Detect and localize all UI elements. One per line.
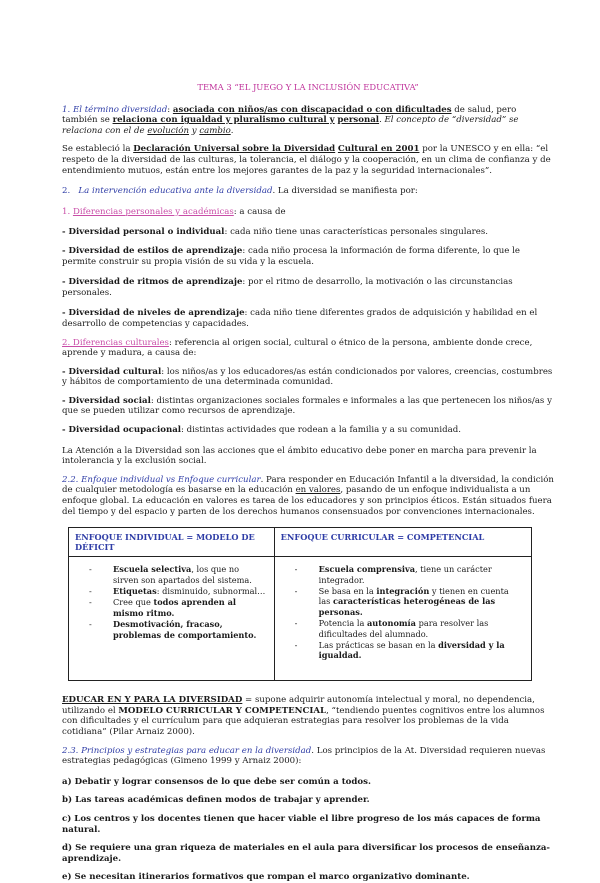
list-item-text: Potencia la: [318, 618, 367, 629]
educar-text-d: , “tendiendo puentes cognitivos entre los alumnos con dificultades y el currículum para que adquieran estrategias para resolver los problemas de la vida cotidiana” (Pilar Arnaiz 2000).: [62, 705, 545, 737]
cultural-item: [62, 367, 554, 388]
section-2-2-text-a: . Para responder en Educación Infantil a la diversidad, la condición de cualquier metodología es basarse en la educación: [62, 474, 554, 496]
sub-1-rest: : a causa de: [233, 206, 286, 217]
section-2-2-text-c: , pasando de un enfoque individualista a un enfoque global. La educación en valores es tarea de los educadores y son principios éticos. Están situados fuera del tiempo y del espacio y parten de los derechos humanos consensuados por convenciones internacionales.: [62, 485, 552, 517]
list-item-bold: Desmotivación, fracaso, problemas de comportamiento.: [113, 619, 257, 640]
en-valores: en valores: [295, 485, 341, 496]
declaration-title: Declaración Universal sobre la Diversidad: [133, 144, 336, 155]
section-2-heading: La intervención educativa ante la diversidad: [78, 186, 273, 197]
personal-item-text: : cada niño tiene unas características personales singulares.: [224, 227, 488, 238]
section-1-ital-g: y: [189, 125, 200, 136]
personal-item: [62, 308, 554, 329]
section-2-2-paragraph: [62, 475, 554, 517]
list-item-text: , los que no sirven son apartados del sistema.: [113, 564, 252, 585]
atencion-paragraph: La Atención a la Diversidad son las acciones que el ámbito educativo debe poner en marcha para prevenir la intolerancia y la exclusión social.: [62, 445, 537, 467]
personal-item-text: : cada niño tiene diferentes grados de adquisición y habilidad en el desarrollo de competencias y capacidades.: [62, 308, 538, 329]
list-item-bold: diversidad y la igualdad.: [318, 640, 505, 661]
cultural-item-term: - Diversidad ocupacional: [62, 425, 182, 436]
document-title: TEMA 3 “EL JUEGO Y LA INCLUSIÓN EDUCATIVA”: [197, 82, 419, 92]
sub-1-label: Diferencias personales y académicas: [72, 206, 234, 217]
list-item-text: Las prácticas se basan en la: [318, 640, 439, 651]
personal-item-term: - Diversidad de niveles de aprendizaje: [62, 308, 245, 319]
section-2-3-rest: . Los principios de la At. Diversidad requieren nuevas estrategias pedagógicas (Gimeno 1999 y Arnaiz 2000):: [62, 745, 546, 767]
list-item-bold: Etiquetas: [113, 586, 157, 597]
personal-item-text: : por el ritmo de desarrollo, la motivación o las circunstancias personales.: [62, 277, 513, 298]
educar-heading: EDUCAR EN Y PARA LA DIVERSIDAD: [62, 695, 243, 706]
section-1-heading: El término diversidad: [72, 104, 168, 115]
personal-item-term: - Diversidad de estilos de aprendizaje: [62, 245, 243, 256]
list-item: [289, 640, 523, 661]
list-item-text: : disminuido, subnormal…: [156, 586, 266, 597]
educar-paragraph: [62, 695, 554, 737]
principles-list: [62, 777, 554, 883]
list-item-text: , tiene un carácter integrador.: [318, 564, 492, 585]
section-1-paragraph: [62, 105, 554, 137]
list-item-bold: Escuela comprensiva: [318, 564, 416, 575]
personal-item-text: : cada niño procesa la información de forma diferente, lo que le permite construir su propia visión de su vida y la escuela.: [62, 245, 520, 267]
comparison-table: [68, 527, 532, 681]
list-item-text: para resolver las dificultades del alumnado.: [318, 618, 489, 639]
list-item: [289, 564, 523, 585]
cultural-item-text: : distintas organizaciones sociales formales e informales a las que pertenecen los niños/as y que se pueden utilizar como recursos de aprendizaje.: [62, 395, 552, 417]
section-2-3-paragraph: [62, 746, 554, 767]
list-item-bold: características heterogéneas de las personas.: [318, 596, 496, 617]
personal-item-term: - Diversidad personal o individual: [62, 227, 225, 238]
section-1-plain-b: de salud, pero también se: [62, 104, 517, 126]
section-1-number: 1.: [62, 104, 71, 115]
personal-item: [62, 227, 554, 238]
list-item-bold: integración: [376, 586, 430, 597]
cultural-item: [62, 425, 554, 436]
personal-item: [62, 277, 554, 298]
cultural-item-term: - Diversidad cultural: [62, 366, 162, 377]
sub-1-paragraph: [62, 207, 554, 218]
personal-item: [62, 246, 554, 267]
section-1-ital-i: .: [230, 125, 234, 136]
section-1-cambio: cambio: [199, 125, 231, 136]
section-1-bold-d: personal: [337, 115, 380, 126]
table-cell-curricular: [274, 557, 531, 681]
declaration-text: por la UNESCO y en ella: “el respeto de la diversidad de las culturas, la tolerancia, el diálogo y la cooperación, en un clima de confianza y de entendimiento mutuos, están entre los mejores garantes de la paz y la seguridad internacionales”.: [62, 144, 551, 176]
cultural-item-text: : los niños/as y los educadores/as están condicionados por valores, creencias, costumbres y hábitos de comportamiento de una determinada comunidad.: [62, 366, 553, 388]
section-2-2-heading: 2.2. Enfoque individual vs Enfoque curricular: [62, 474, 261, 485]
list-item: [83, 597, 266, 618]
cultural-item: [62, 396, 554, 417]
list-item: [83, 564, 266, 585]
section-1-evolucion: evolución: [147, 125, 190, 136]
list-item-text: y tienen en cuenta las: [318, 586, 509, 607]
section-2-paragraph: [62, 186, 554, 197]
cultural-item-term: - Diversidad social: [62, 395, 151, 406]
sub-1-number: 1.: [62, 206, 71, 217]
section-2-3-heading: 2.3. Principios y estrategias para educar en la diversidad: [62, 745, 312, 756]
table-cell-individual: [69, 557, 275, 681]
principle-item: c) Los centros y los docentes tienen que hacer viable el libre progreso de los más capaces de forma natural.: [62, 813, 541, 835]
list-item: [83, 586, 266, 596]
list-item: [289, 586, 523, 617]
table-header-curricular: ENFOQUE CURRICULAR = COMPETENCIAL: [274, 528, 531, 557]
educar-text-b: = supone adquirir autonomía intelectual y moral, no dependencia, utilizando el: [62, 695, 535, 716]
principle-item: b) Las tareas académicas definen modos de trabajar y aprender.: [62, 795, 370, 806]
sub-2-paragraph: [62, 338, 554, 359]
section-1-bold-c: relaciona con igualdad y pluralismo cultural y: [112, 115, 335, 126]
principle-item: a) Debatir y lograr consensos de lo que debe ser común a todos.: [62, 776, 371, 787]
sub-2-label: 2. Diferencias culturales: [62, 337, 169, 348]
sub-2-rest: : referencia al origen social, cultural o étnico de la persona, ambiente donde crece, aprende y madura, a causa de:: [62, 337, 533, 359]
list-item-bold: autonomía: [366, 618, 416, 629]
principle-item: e) Se necesitan itinerarios formativos que rompan el marco organizativo dominante.: [62, 872, 470, 883]
modelo-curricular: MODELO CURRICULAR Y COMPETENCIAL: [118, 705, 327, 716]
principle-item: d) Se requiere una gran riqueza de materiales en el aula para diversificar los procesos de enseñanza-aprendizaje.: [62, 843, 550, 864]
declaration-year: Cultural en 2001: [337, 144, 420, 155]
cultural-item-text: : distintas actividades que rodean a la familia y a su comunidad.: [181, 425, 461, 436]
section-2-number: 2.: [62, 186, 71, 197]
personal-item-term: - Diversidad de ritmos de aprendizaje: [62, 277, 243, 288]
section-2-rest: . La diversidad se manifiesta por:: [272, 186, 418, 197]
list-item-text: Cree que: [113, 597, 154, 608]
section-1-ital-e: . El concepto de “diversidad” se relaciona con el de: [62, 115, 519, 136]
list-item-bold: Escuela selectiva: [113, 564, 192, 575]
declaration-intro: Se estableció la: [62, 144, 134, 155]
section-1-bold-a: asociada con niños/as con discapacidad o con dificultades: [172, 104, 452, 115]
list-item-bold: todos aprenden al mismo ritmo.: [113, 597, 236, 618]
section-1-colon: :: [167, 104, 171, 115]
list-item: [83, 619, 266, 640]
list-item-text: Se basa en la: [318, 586, 377, 597]
table-header-individual: ENFOQUE INDIVIDUAL = MODELO DE DÉFICIT: [69, 528, 275, 557]
declaration-paragraph: [62, 144, 554, 176]
list-item: [289, 618, 523, 639]
